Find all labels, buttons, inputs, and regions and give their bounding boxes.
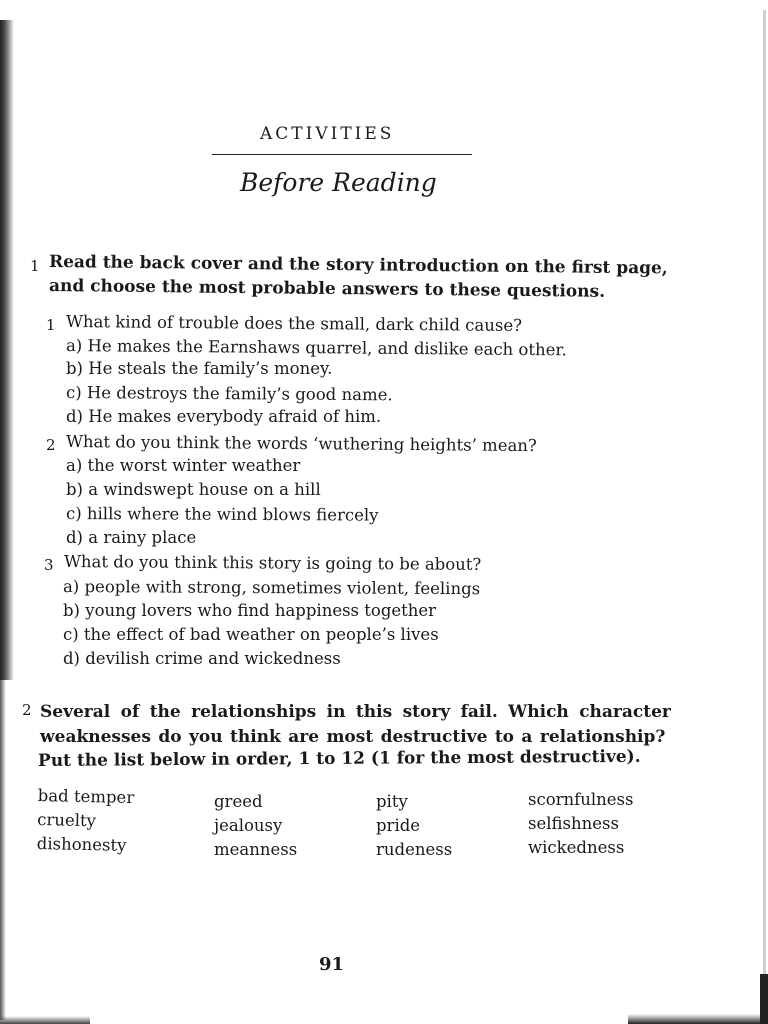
page-subtitle: Before Reading bbox=[240, 168, 437, 197]
word-column-3 bbox=[376, 790, 452, 862]
question-3-option-a: a) people with strong, sometimes violent, feelings bbox=[62, 577, 481, 599]
question-1-option-c: c) He destroys the family’s good name. bbox=[65, 383, 393, 405]
page-corner-shadow-left bbox=[0, 1016, 90, 1024]
question-3-option-c: c) the effect of bad weather on people’s lives bbox=[63, 625, 439, 644]
question-2-option-a: a) the worst winter weather bbox=[66, 456, 301, 475]
question-2-text: What do you think the words ‘wuthering heights’ mean? bbox=[65, 432, 537, 456]
page-edge-right bbox=[763, 10, 766, 1010]
page-number: 91 bbox=[319, 954, 345, 975]
activity-2-instruction-line-2: weaknesses do you think are most destructive to a relationship? bbox=[40, 727, 666, 747]
word-item: pity bbox=[376, 792, 408, 811]
word-item: cruelty bbox=[37, 809, 97, 831]
word-item: rudeness bbox=[376, 840, 453, 859]
question-1-option-a: a) He makes the Earnshaws quarrel, and dislike each other. bbox=[65, 336, 567, 360]
section-header: ACTIVITIES bbox=[260, 124, 395, 144]
page-corner-shadow-right bbox=[628, 1014, 768, 1024]
word-item: bad temper bbox=[37, 785, 135, 808]
activity-1-number: 1 bbox=[30, 257, 40, 275]
activity-2-number: 2 bbox=[22, 701, 32, 719]
word-column-2 bbox=[214, 790, 297, 862]
question-1-text: What kind of trouble does the small, dark child cause? bbox=[65, 312, 523, 335]
question-3-option-b: b) young lovers who find happiness together bbox=[63, 601, 437, 620]
page-edge-shadow-left-lower bbox=[0, 680, 6, 1020]
activity-2-instruction-line-1: Several of the relationships in this story fail. Which character bbox=[40, 702, 671, 722]
activity-1-instruction-line-1: Read the back cover and the story introduction on the first page, bbox=[48, 252, 668, 279]
question-1-option-b: b) He steals the family’s money. bbox=[66, 359, 333, 378]
word-item: scornfulness bbox=[528, 790, 634, 809]
word-column-4 bbox=[528, 788, 634, 860]
word-item: wickedness bbox=[528, 838, 625, 857]
question-2-option-d: d) a rainy place bbox=[66, 528, 197, 547]
question-3-number: 3 bbox=[44, 556, 54, 574]
question-3-option-d: d) devilish crime and wickedness bbox=[63, 649, 341, 668]
question-2-option-b: b) a windswept house on a hill bbox=[66, 480, 321, 499]
word-item: pride bbox=[376, 816, 421, 835]
word-item: meanness bbox=[214, 840, 298, 859]
page-edge-shadow-left bbox=[0, 20, 14, 680]
question-1-number: 1 bbox=[46, 316, 56, 334]
word-item: greed bbox=[214, 792, 263, 811]
question-1-option-d: d) He makes everybody afraid of him. bbox=[66, 407, 382, 426]
activity-1-instruction-line-2: and choose the most probable answers to these questions. bbox=[48, 276, 606, 302]
question-2-number: 2 bbox=[46, 436, 56, 454]
activity-2-instruction-line-3: Put the list below in order, 1 to 12 (1 for the most destructive). bbox=[37, 746, 641, 771]
word-item: dishonesty bbox=[36, 833, 127, 855]
question-3-text: What do you think this story is going to be about? bbox=[63, 552, 482, 574]
word-column-1 bbox=[36, 784, 134, 858]
header-rule bbox=[212, 154, 472, 155]
word-item: jealousy bbox=[214, 816, 283, 835]
word-item: selfishness bbox=[528, 814, 619, 833]
page-corner-edge-right bbox=[760, 974, 768, 1024]
question-2-option-c: c) hills where the wind blows fiercely bbox=[65, 504, 379, 525]
